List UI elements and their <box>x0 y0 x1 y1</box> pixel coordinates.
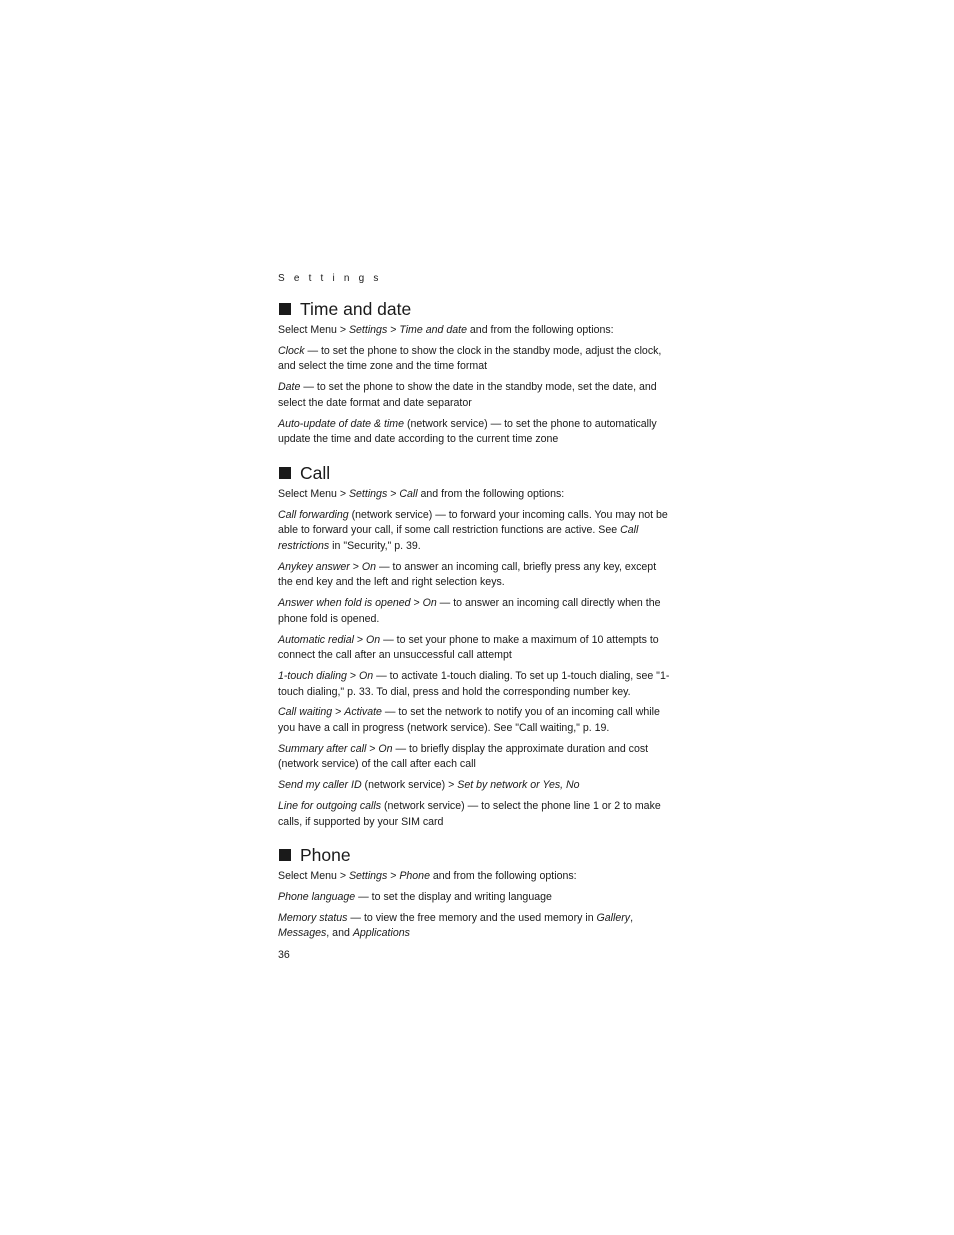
section-time-and-date <box>278 299 670 448</box>
section-call <box>278 463 670 830</box>
text-run: , and <box>326 927 353 940</box>
italic-term: Settings <box>348 487 388 500</box>
option-item <box>278 596 670 627</box>
section-heading <box>278 845 670 865</box>
italic-term: Call waiting <box>278 706 333 719</box>
italic-term: Auto-update of date & time <box>278 417 405 430</box>
option-item <box>278 560 670 591</box>
option-item <box>278 911 670 942</box>
italic-term: Messages <box>278 927 327 940</box>
italic-term: Call <box>399 487 418 500</box>
text-run: > <box>349 560 362 573</box>
text-run: — to set the phone to show the date in the standby mode, set the date, and select the date format and date separator <box>278 381 657 409</box>
text-run: in "Security," p. 39. <box>329 540 421 553</box>
option-item <box>278 508 670 555</box>
option-item <box>278 778 670 794</box>
option-list <box>278 890 670 942</box>
text-run: (network service) > <box>361 779 458 792</box>
section-heading <box>278 463 670 483</box>
italic-term: Activate <box>344 706 382 719</box>
page-number: 36 <box>278 949 290 961</box>
italic-term: On <box>358 669 374 682</box>
italic-term: Anykey answer <box>278 560 350 573</box>
italic-term: Send my caller ID <box>278 779 362 792</box>
italic-term: Line for outgoing calls <box>278 799 382 812</box>
heading-text: Time and date <box>300 299 412 319</box>
text-run: (network service) — to select the phone line 1 or 2 to make calls, if supported by your SIM card <box>278 799 661 828</box>
text-run: > <box>387 487 400 500</box>
option-item <box>278 344 670 375</box>
italic-term: Applications <box>352 927 410 940</box>
italic-term: Time and date <box>399 324 467 336</box>
text-run: and from the following options: <box>429 870 577 883</box>
text-run: > <box>346 669 359 682</box>
option-list <box>278 508 670 831</box>
italic-term: Phone <box>399 870 430 883</box>
italic-term: Automatic redial <box>278 633 354 646</box>
text-run: — to briefly display the approximate duration and cost (network service) of the call after each call <box>278 742 649 771</box>
text-run: > <box>410 597 423 610</box>
italic-term: Call forwarding <box>278 508 349 521</box>
italic-term: Phone language <box>278 890 356 903</box>
text-run: — to answer an incoming call, briefly press any key, except the end key and the left and right selection keys. <box>278 560 657 589</box>
italic-term: Settings <box>348 324 388 336</box>
italic-term: On <box>422 597 437 610</box>
text-run: Select <box>278 324 311 336</box>
text-run: > <box>336 870 349 883</box>
text-run: — to set your phone to make a maximum of 10 attempts to connect the call after an unsuccessful call attempt <box>278 633 659 662</box>
text-run: — to set the phone to show the clock in the standby mode, adjust the clock, and select the time zone and the time format <box>278 344 662 373</box>
italic-term: Answer when fold is opened <box>278 597 411 610</box>
menu-path <box>278 487 670 503</box>
italic-term: Summary after call <box>278 742 367 755</box>
option-item <box>278 380 670 411</box>
text-run: > <box>336 324 349 336</box>
option-item <box>278 742 670 773</box>
italic-term: Memory status <box>278 911 348 924</box>
option-item <box>278 705 670 736</box>
text-run: > <box>336 487 349 500</box>
text-run: — to answer an incoming call directly when the phone fold is opened. <box>278 597 661 625</box>
text-run: > <box>366 742 379 755</box>
text-run: and from the following options: <box>466 324 614 336</box>
text-run: > <box>332 706 345 719</box>
option-item <box>278 799 670 830</box>
text-run: , <box>630 911 634 924</box>
section-phone <box>278 845 670 942</box>
option-item <box>278 633 670 664</box>
italic-term: Date <box>278 381 301 394</box>
heading-square-icon <box>279 303 291 315</box>
heading-square-icon <box>279 849 291 861</box>
menu-path <box>278 323 670 339</box>
running-header: S e t t i n g s <box>278 273 382 284</box>
text-run: Menu <box>310 324 337 336</box>
text-run: Select <box>278 487 311 500</box>
italic-term: Settings <box>348 870 388 883</box>
italic-term: Gallery <box>596 911 631 924</box>
text-run: (network service) — to forward your incoming calls. You may not be able to forward your call, if some call restriction functions are active. See <box>278 508 668 537</box>
option-item <box>278 890 670 906</box>
option-item <box>278 669 670 700</box>
text-run: — to set the display and writing language <box>355 890 552 903</box>
italic-term: On <box>361 560 377 573</box>
heading-text: Phone <box>300 845 351 866</box>
text-run: — to view the free memory and the used memory in <box>347 911 597 924</box>
menu-path <box>278 869 670 885</box>
text-run: > <box>353 633 367 646</box>
section-heading <box>278 299 670 319</box>
text-run: > <box>387 324 400 336</box>
text-run: — to activate 1-touch dialing. To set up 1-touch dialing, see "1-touch dialing," p. 33. To dial, press and hold the corresponding number key. <box>278 669 670 698</box>
heading-square-icon <box>279 467 291 479</box>
text-run: (network service) — to set the phone to automatically update the time and date according to the current time zone <box>278 417 657 446</box>
italic-term: Clock <box>278 344 305 357</box>
option-item <box>278 417 670 448</box>
text-run: Menu <box>310 870 337 883</box>
text-run: — to set the network to notify you of an incoming call while you have a call in progress (network service). See "Call waiting," p. 19. <box>278 706 660 735</box>
page-content <box>278 272 670 947</box>
italic-term: Call restrictions <box>278 524 639 553</box>
text-run: Select <box>278 870 311 883</box>
italic-term: On <box>366 633 381 646</box>
heading-text: Call <box>300 462 331 483</box>
text-run: and from the following options: <box>417 487 565 500</box>
italic-term: 1-touch dialing <box>278 669 347 682</box>
text-run: > <box>387 870 400 883</box>
option-list <box>278 344 670 448</box>
text-run: Menu <box>310 487 337 500</box>
italic-term: Set by network or Yes, No <box>457 779 580 792</box>
italic-term: On <box>378 742 393 755</box>
